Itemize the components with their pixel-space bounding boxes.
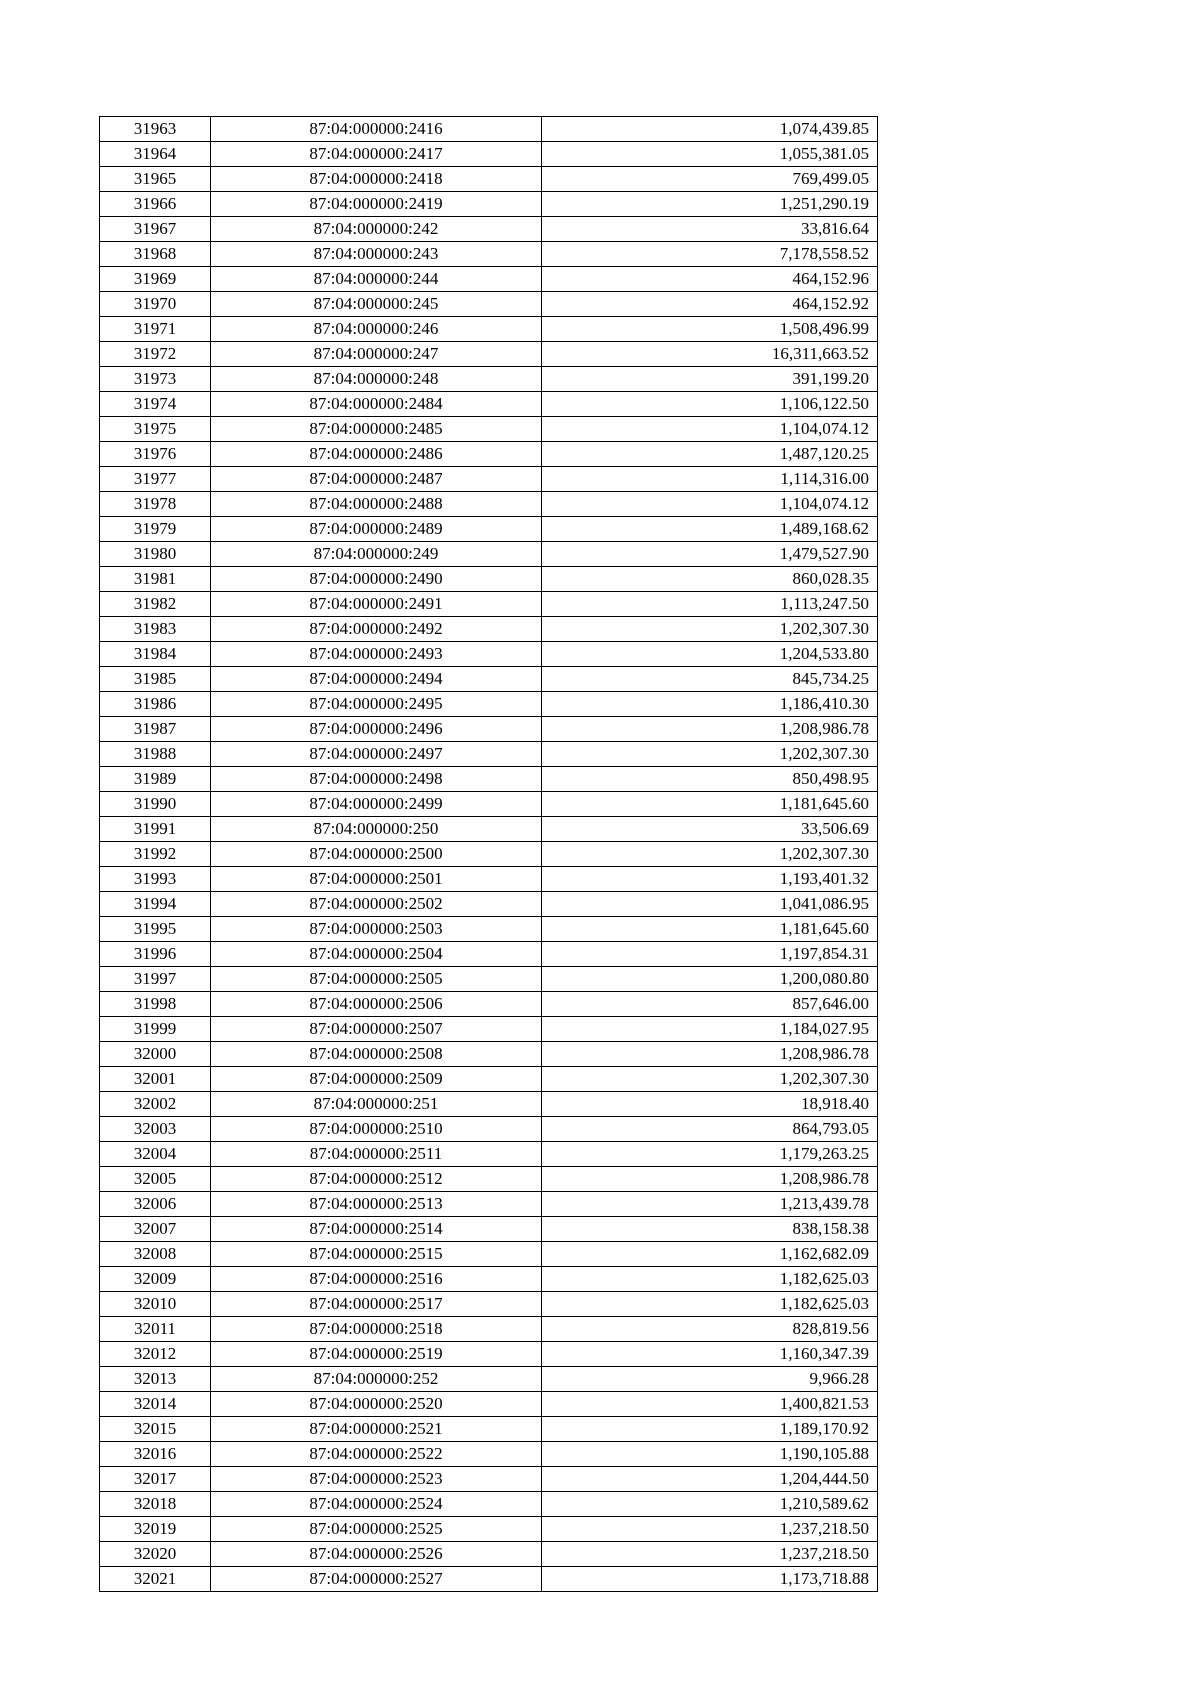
row-number-cell: 31985 [100,667,211,692]
cadastral-value-cell: 1,197,854.31 [542,942,878,967]
row-number-cell: 31989 [100,767,211,792]
table-row [100,767,878,792]
cadastral-number-cell: 87:04:000000:2489 [211,517,542,542]
cadastral-value-cell: 1,186,410.30 [542,692,878,717]
table-row [100,467,878,492]
table-row [100,1167,878,1192]
row-number-cell: 32021 [100,1567,211,1592]
cadastral-value-cell: 1,106,122.50 [542,392,878,417]
cadastral-value-cell: 391,199.20 [542,367,878,392]
cadastral-number-cell: 87:04:000000:252 [211,1367,542,1392]
table-row [100,1317,878,1342]
table-row [100,1392,878,1417]
row-number-cell: 31988 [100,742,211,767]
row-number-cell: 31963 [100,117,211,142]
cadastral-value-cell: 1,055,381.05 [542,142,878,167]
cadastral-value-cell: 1,202,307.30 [542,617,878,642]
cadastral-value-cell: 1,489,168.62 [542,517,878,542]
cadastral-number-cell: 87:04:000000:2488 [211,492,542,517]
row-number-cell: 31998 [100,992,211,1017]
cadastral-value-cell: 838,158.38 [542,1217,878,1242]
table-row [100,1517,878,1542]
table-row [100,967,878,992]
cadastral-number-cell: 87:04:000000:2510 [211,1117,542,1142]
row-number-cell: 31969 [100,267,211,292]
cadastral-value-cell: 1,162,682.09 [542,1242,878,1267]
table-row [100,1442,878,1467]
row-number-cell: 31999 [100,1017,211,1042]
table-row [100,292,878,317]
table-row [100,417,878,442]
row-number-cell: 32011 [100,1317,211,1342]
table-row [100,1567,878,1592]
row-number-cell: 31973 [100,367,211,392]
cadastral-value-cell: 1,508,496.99 [542,317,878,342]
row-number-cell: 32012 [100,1342,211,1367]
table-row [100,1492,878,1517]
cadastral-number-cell: 87:04:000000:2511 [211,1142,542,1167]
table-row [100,192,878,217]
cadastral-value-cell: 7,178,558.52 [542,242,878,267]
cadastral-number-cell: 87:04:000000:2523 [211,1467,542,1492]
cadastral-number-cell: 87:04:000000:246 [211,317,542,342]
cadastral-value-cell: 1,193,401.32 [542,867,878,892]
cadastral-value-cell: 769,499.05 [542,167,878,192]
cadastral-number-cell: 87:04:000000:2504 [211,942,542,967]
cadastral-value-cell: 1,190,105.88 [542,1442,878,1467]
row-number-cell: 31994 [100,892,211,917]
cadastral-value-cell: 464,152.92 [542,292,878,317]
cadastral-value-cell: 860,028.35 [542,567,878,592]
cadastral-value-cell: 1,237,218.50 [542,1542,878,1567]
table-row [100,1242,878,1267]
row-number-cell: 31972 [100,342,211,367]
cadastral-number-cell: 87:04:000000:2525 [211,1517,542,1542]
row-number-cell: 32000 [100,1042,211,1067]
cadastral-number-cell: 87:04:000000:2527 [211,1567,542,1592]
cadastral-value-cell: 1,479,527.90 [542,542,878,567]
table-row [100,667,878,692]
table-row [100,1192,878,1217]
row-number-cell: 31974 [100,392,211,417]
cadastral-number-cell: 87:04:000000:2505 [211,967,542,992]
cadastral-value-cell: 1,210,589.62 [542,1492,878,1517]
table-row [100,167,878,192]
row-number-cell: 32013 [100,1367,211,1392]
cadastral-number-cell: 87:04:000000:2513 [211,1192,542,1217]
table-row [100,1342,878,1367]
cadastral-number-cell: 87:04:000000:251 [211,1092,542,1117]
table-row [100,392,878,417]
table-row [100,367,878,392]
cadastral-number-cell: 87:04:000000:250 [211,817,542,842]
row-number-cell: 31984 [100,642,211,667]
table-row [100,792,878,817]
cadastral-number-cell: 87:04:000000:2419 [211,192,542,217]
cadastral-number-cell: 87:04:000000:2526 [211,1542,542,1567]
cadastral-value-cell: 864,793.05 [542,1117,878,1142]
cadastral-number-cell: 87:04:000000:2514 [211,1217,542,1242]
table-row [100,942,878,967]
row-number-cell: 32018 [100,1492,211,1517]
row-number-cell: 31986 [100,692,211,717]
cadastral-number-cell: 87:04:000000:244 [211,267,542,292]
row-number-cell: 31978 [100,492,211,517]
table-row [100,717,878,742]
table-row [100,1467,878,1492]
cadastral-value-cell: 1,104,074.12 [542,492,878,517]
table-row [100,867,878,892]
row-number-cell: 32020 [100,1542,211,1567]
cadastral-value-cell: 1,173,718.88 [542,1567,878,1592]
table-row [100,342,878,367]
cadastral-value-cell: 1,113,247.50 [542,592,878,617]
cadastral-number-cell: 87:04:000000:2507 [211,1017,542,1042]
cadastral-number-cell: 87:04:000000:2520 [211,1392,542,1417]
cadastral-value-cell: 18,918.40 [542,1092,878,1117]
cadastral-number-cell: 87:04:000000:2416 [211,117,542,142]
cadastral-value-cell: 1,189,170.92 [542,1417,878,1442]
row-number-cell: 32017 [100,1467,211,1492]
cadastral-number-cell: 87:04:000000:2485 [211,417,542,442]
table-row [100,1117,878,1142]
cadastral-value-cell: 1,182,625.03 [542,1267,878,1292]
row-number-cell: 32016 [100,1442,211,1467]
row-number-cell: 31983 [100,617,211,642]
cadastral-number-cell: 87:04:000000:2521 [211,1417,542,1442]
cadastral-value-cell: 1,204,533.80 [542,642,878,667]
cadastral-number-cell: 87:04:000000:2418 [211,167,542,192]
cadastral-number-cell: 87:04:000000:2524 [211,1492,542,1517]
cadastral-number-cell: 87:04:000000:2519 [211,1342,542,1367]
table-row [100,742,878,767]
row-number-cell: 31964 [100,142,211,167]
row-number-cell: 32007 [100,1217,211,1242]
row-number-cell: 32001 [100,1067,211,1092]
row-number-cell: 32006 [100,1192,211,1217]
cadastral-number-cell: 87:04:000000:2515 [211,1242,542,1267]
row-number-cell: 32008 [100,1242,211,1267]
cadastral-number-cell: 87:04:000000:2495 [211,692,542,717]
table-row [100,1092,878,1117]
row-number-cell: 32010 [100,1292,211,1317]
cadastral-number-cell: 87:04:000000:2494 [211,667,542,692]
cadastral-value-cell: 33,506.69 [542,817,878,842]
cadastral-number-cell: 87:04:000000:2522 [211,1442,542,1467]
cadastral-value-cell: 1,208,986.78 [542,1167,878,1192]
cadastral-number-cell: 87:04:000000:248 [211,367,542,392]
cadastral-value-cell: 1,104,074.12 [542,417,878,442]
cadastral-value-cell: 1,204,444.50 [542,1467,878,1492]
row-number-cell: 31971 [100,317,211,342]
cadastral-value-cell: 1,202,307.30 [542,842,878,867]
row-number-cell: 31995 [100,917,211,942]
cadastral-value-cell: 1,182,625.03 [542,1292,878,1317]
table-row [100,842,878,867]
table-row [100,442,878,467]
cadastral-number-cell: 87:04:000000:2493 [211,642,542,667]
table-row [100,992,878,1017]
cadastral-value-cell: 1,114,316.00 [542,467,878,492]
cadastral-value-cell: 1,181,645.60 [542,792,878,817]
cadastral-number-cell: 87:04:000000:2492 [211,617,542,642]
table-row [100,142,878,167]
cadastral-number-cell: 87:04:000000:2487 [211,467,542,492]
row-number-cell: 31979 [100,517,211,542]
cadastral-number-cell: 87:04:000000:2484 [211,392,542,417]
cadastral-value-cell: 1,208,986.78 [542,717,878,742]
cadastral-number-cell: 87:04:000000:2509 [211,1067,542,1092]
row-number-cell: 31981 [100,567,211,592]
cadastral-number-cell: 87:04:000000:2501 [211,867,542,892]
table-row [100,1217,878,1242]
table-row [100,1042,878,1067]
row-number-cell: 32015 [100,1417,211,1442]
cadastral-number-cell: 87:04:000000:2496 [211,717,542,742]
table-row [100,592,878,617]
cadastral-number-cell: 87:04:000000:2490 [211,567,542,592]
cadastral-number-cell: 87:04:000000:2503 [211,917,542,942]
table-row [100,917,878,942]
cadastral-value-cell: 464,152.96 [542,267,878,292]
cadastral-value-cell: 9,966.28 [542,1367,878,1392]
cadastral-number-cell: 87:04:000000:2486 [211,442,542,467]
cadastral-number-cell: 87:04:000000:2516 [211,1267,542,1292]
table-row [100,1292,878,1317]
row-number-cell: 31965 [100,167,211,192]
row-number-cell: 32004 [100,1142,211,1167]
cadastral-value-cell: 1,160,347.39 [542,1342,878,1367]
cadastral-value-cell: 1,074,439.85 [542,117,878,142]
table-row [100,642,878,667]
cadastral-number-cell: 87:04:000000:2498 [211,767,542,792]
cadastral-number-cell: 87:04:000000:2499 [211,792,542,817]
cadastral-value-cell: 16,311,663.52 [542,342,878,367]
cadastral-value-cell: 1,202,307.30 [542,1067,878,1092]
cadastral-value-cell: 1,179,263.25 [542,1142,878,1167]
cadastral-number-cell: 87:04:000000:2517 [211,1292,542,1317]
cadastral-value-cell: 33,816.64 [542,217,878,242]
row-number-cell: 31982 [100,592,211,617]
cadastral-value-cell: 828,819.56 [542,1317,878,1342]
cadastral-number-cell: 87:04:000000:2497 [211,742,542,767]
row-number-cell: 31970 [100,292,211,317]
table-row [100,317,878,342]
row-number-cell: 31990 [100,792,211,817]
table-row [100,1542,878,1567]
row-number-cell: 31993 [100,867,211,892]
row-number-cell: 31977 [100,467,211,492]
row-number-cell: 32003 [100,1117,211,1142]
cadastral-number-cell: 87:04:000000:2512 [211,1167,542,1192]
table-row [100,492,878,517]
table-row [100,1417,878,1442]
row-number-cell: 31975 [100,417,211,442]
row-number-cell: 31966 [100,192,211,217]
cadastral-value-cell: 1,237,218.50 [542,1517,878,1542]
cadastral-value-cell: 1,400,821.53 [542,1392,878,1417]
row-number-cell: 31968 [100,242,211,267]
table-row [100,1067,878,1092]
table-row [100,817,878,842]
row-number-cell: 31991 [100,817,211,842]
cadastral-number-cell: 87:04:000000:2508 [211,1042,542,1067]
cadastral-value-cell: 1,200,080.80 [542,967,878,992]
cadastral-value-cell: 857,646.00 [542,992,878,1017]
cadastral-number-cell: 87:04:000000:245 [211,292,542,317]
table-row [100,1142,878,1167]
table-row [100,692,878,717]
cadastral-value-cell: 1,251,290.19 [542,192,878,217]
cadastral-value-table [99,116,878,1592]
table-row [100,1017,878,1042]
cadastral-value-cell: 1,208,986.78 [542,1042,878,1067]
cadastral-value-cell: 1,487,120.25 [542,442,878,467]
table-row [100,217,878,242]
table-row [100,267,878,292]
table-row [100,1267,878,1292]
row-number-cell: 31997 [100,967,211,992]
row-number-cell: 32009 [100,1267,211,1292]
row-number-cell: 31980 [100,542,211,567]
cadastral-number-cell: 87:04:000000:2491 [211,592,542,617]
cadastral-number-cell: 87:04:000000:2417 [211,142,542,167]
row-number-cell: 32002 [100,1092,211,1117]
row-number-cell: 31992 [100,842,211,867]
row-number-cell: 32019 [100,1517,211,1542]
cadastral-value-cell: 1,213,439.78 [542,1192,878,1217]
row-number-cell: 31976 [100,442,211,467]
table-row [100,567,878,592]
table-row [100,242,878,267]
cadastral-value-cell: 1,184,027.95 [542,1017,878,1042]
row-number-cell: 31967 [100,217,211,242]
cadastral-value-cell: 1,041,086.95 [542,892,878,917]
table-row [100,1367,878,1392]
row-number-cell: 31996 [100,942,211,967]
cadastral-number-cell: 87:04:000000:242 [211,217,542,242]
table-row [100,517,878,542]
row-number-cell: 32005 [100,1167,211,1192]
table-row [100,892,878,917]
cadastral-number-cell: 87:04:000000:2502 [211,892,542,917]
table-row [100,542,878,567]
cadastral-number-cell: 87:04:000000:249 [211,542,542,567]
row-number-cell: 32014 [100,1392,211,1417]
cadastral-number-cell: 87:04:000000:2506 [211,992,542,1017]
cadastral-value-cell: 1,202,307.30 [542,742,878,767]
cadastral-number-cell: 87:04:000000:247 [211,342,542,367]
cadastral-number-cell: 87:04:000000:2500 [211,842,542,867]
table-row [100,117,878,142]
cadastral-value-cell: 1,181,645.60 [542,917,878,942]
row-number-cell: 31987 [100,717,211,742]
cadastral-number-cell: 87:04:000000:2518 [211,1317,542,1342]
cadastral-number-cell: 87:04:000000:243 [211,242,542,267]
cadastral-value-cell: 850,498.95 [542,767,878,792]
table-row [100,617,878,642]
cadastral-value-cell: 845,734.25 [542,667,878,692]
table-body [100,117,878,1592]
